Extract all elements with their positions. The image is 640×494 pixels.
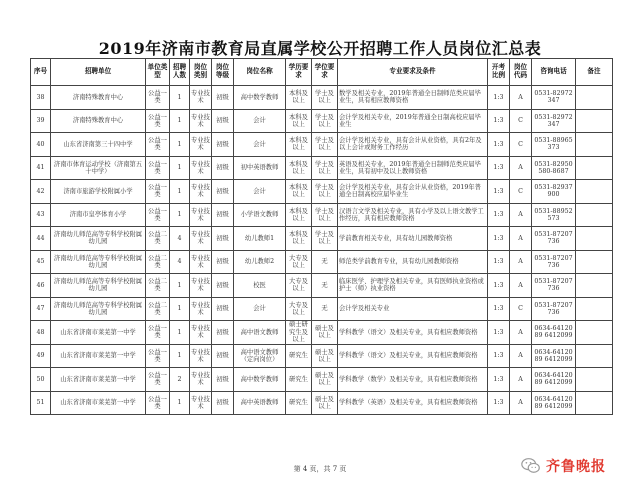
- cell-requirements: 学科教学（语文）及相关专业，具有相应教师资格: [338, 321, 488, 345]
- cell-unit: 济南幼儿师范高等专科学校附属幼儿园: [51, 250, 146, 274]
- cell-degree: 无: [312, 297, 338, 321]
- cell-count: 1: [170, 344, 190, 368]
- cell-phone: 0531-87207736: [532, 250, 576, 274]
- cell-ratio: 1:3: [488, 156, 510, 180]
- cell-post-name: 校医: [234, 274, 286, 298]
- cell-phone: 0634-6412089 6412099: [532, 321, 576, 345]
- cell-notes: [576, 109, 613, 133]
- cell-unit-type: 公益一类: [146, 109, 170, 133]
- cell-notes: [576, 368, 613, 392]
- cell-post-category: 专业技术: [190, 203, 212, 227]
- cell-post-name: 小学语文教师: [234, 203, 286, 227]
- cell-requirements: 学科教学（英语）及相关专业，具有相应教师资格: [338, 391, 488, 415]
- cell-requirements: 会计学及相关专业，具有会计从业资格，具有2年及以上会计或财务工作经历: [338, 133, 488, 157]
- cell-degree: 学士及以上: [312, 180, 338, 204]
- cell-ratio: 1:3: [488, 344, 510, 368]
- cell-post-category: 专业技术: [190, 109, 212, 133]
- cell-notes: [576, 297, 613, 321]
- cell-post-level: 初级: [212, 391, 234, 415]
- cell-count: 1: [170, 156, 190, 180]
- cell-phone: 0531-82972347: [532, 86, 576, 110]
- cell-education: 本科及以上: [286, 109, 312, 133]
- cell-requirements: 会计学及相关专业，2019年普通全日制高校应届毕业生: [338, 109, 488, 133]
- header-requirements: 专业要求及条件: [338, 59, 488, 86]
- cell-phone: 0531-88965373: [532, 133, 576, 157]
- cell-post-code: A: [510, 391, 532, 415]
- cell-degree: 硕士及以上: [312, 391, 338, 415]
- cell-requirements: 学科教学（语文）及相关专业，具有相应教师资格: [338, 344, 488, 368]
- cell-notes: [576, 227, 613, 251]
- cell-education: 本科及以上: [286, 156, 312, 180]
- cell-count: 1: [170, 86, 190, 110]
- cell-post-code: A: [510, 344, 532, 368]
- cell-education: 本科及以上: [286, 86, 312, 110]
- cell-unit-type: 公益一类: [146, 133, 170, 157]
- table-row: [31, 109, 613, 133]
- cell-notes: [576, 180, 613, 204]
- document-title: 2019年济南市教育局直属学校公开招聘工作人员岗位汇总表: [98, 39, 542, 58]
- cell-phone: 0531-87207736: [532, 227, 576, 251]
- cell-post-category: 专业技术: [190, 297, 212, 321]
- cell-seq: 50: [31, 368, 51, 392]
- header-notes: 备注: [576, 59, 613, 86]
- cell-post-level: 初级: [212, 274, 234, 298]
- cell-phone: 0531-87207736: [532, 274, 576, 298]
- cell-post-name: 高中语文教师（定向岗位）: [234, 344, 286, 368]
- table-row: [31, 180, 613, 204]
- cell-seq: 51: [31, 391, 51, 415]
- cell-count: 1: [170, 321, 190, 345]
- cell-education: 本科及以上: [286, 203, 312, 227]
- cell-ratio: 1:3: [488, 180, 510, 204]
- cell-count: 1: [170, 297, 190, 321]
- cell-requirements: 临床医学、护理学及相关专业，具有医师执业资格或护士（师）执业资格: [338, 274, 488, 298]
- cell-education: 本科及以上: [286, 227, 312, 251]
- cell-count: 1: [170, 133, 190, 157]
- cell-education: 研究生: [286, 368, 312, 392]
- cell-unit: 济南特殊教育中心: [51, 109, 146, 133]
- cell-ratio: 1:3: [488, 297, 510, 321]
- cell-ratio: 1:3: [488, 227, 510, 251]
- table-row: [31, 86, 613, 110]
- cell-post-code: A: [510, 203, 532, 227]
- cell-post-code: A: [510, 86, 532, 110]
- cell-education: 大专及以上: [286, 250, 312, 274]
- cell-ratio: 1:3: [488, 109, 510, 133]
- cell-post-level: 初级: [212, 133, 234, 157]
- cell-post-level: 初级: [212, 297, 234, 321]
- table-row: [31, 133, 613, 157]
- cell-unit-type: 公益一类: [146, 203, 170, 227]
- cell-post-level: 初级: [212, 344, 234, 368]
- cell-post-name: 幼儿教师2: [234, 250, 286, 274]
- table-row: [31, 156, 613, 180]
- cell-unit-type: 公益一类: [146, 344, 170, 368]
- cell-ratio: 1:3: [488, 368, 510, 392]
- cell-notes: [576, 321, 613, 345]
- cell-phone: 0634-6412089 6412099: [532, 344, 576, 368]
- header-phone: 咨询电话: [532, 59, 576, 86]
- cell-post-category: 专业技术: [190, 180, 212, 204]
- cell-seq: 41: [31, 156, 51, 180]
- cell-post-name: 会计: [234, 133, 286, 157]
- cell-phone: 0634-6412089 6412099: [532, 368, 576, 392]
- cell-post-level: 初级: [212, 203, 234, 227]
- cell-count: 2: [170, 368, 190, 392]
- cell-education: 研究生: [286, 344, 312, 368]
- cell-requirements: 会计学及相关专业，具有会计从业资格，2019年普通全日制高校应届毕业生: [338, 180, 488, 204]
- cell-post-code: A: [510, 321, 532, 345]
- cell-post-category: 专业技术: [190, 368, 212, 392]
- cell-phone: 0634-6412089 6412099: [532, 391, 576, 415]
- header-count: 招聘人数: [170, 59, 190, 86]
- cell-degree: 无: [312, 250, 338, 274]
- cell-count: 1: [170, 109, 190, 133]
- cell-post-name: 幼儿教师1: [234, 227, 286, 251]
- cell-post-name: 高中英语教师: [234, 391, 286, 415]
- table-row: [31, 391, 613, 415]
- cell-seq: 43: [31, 203, 51, 227]
- cell-seq: 46: [31, 274, 51, 298]
- cell-notes: [576, 203, 613, 227]
- cell-post-code: C: [510, 297, 532, 321]
- watermark-text: 齐鲁晚报: [546, 459, 606, 475]
- positions-table: [30, 58, 613, 415]
- cell-seq: 42: [31, 180, 51, 204]
- cell-degree: 学士及以上: [312, 203, 338, 227]
- cell-phone: 0531-87207736: [532, 297, 576, 321]
- cell-requirements: 师范类学前教育专业，具有幼儿园教师资格: [338, 250, 488, 274]
- cell-education: 大专及以上: [286, 297, 312, 321]
- cell-unit-type: 公益二类: [146, 250, 170, 274]
- cell-post-code: C: [510, 109, 532, 133]
- cell-seq: 40: [31, 133, 51, 157]
- cell-post-category: 专业技术: [190, 250, 212, 274]
- watermark: [520, 455, 606, 477]
- cell-unit-type: 公益一类: [146, 180, 170, 204]
- cell-degree: 学士及以上: [312, 86, 338, 110]
- cell-post-level: 初级: [212, 156, 234, 180]
- cell-unit: 山东省济南第三十四中学: [51, 133, 146, 157]
- cell-post-category: 专业技术: [190, 156, 212, 180]
- cell-post-code: A: [510, 250, 532, 274]
- table-row: [31, 250, 613, 274]
- cell-seq: 48: [31, 321, 51, 345]
- cell-ratio: 1:3: [488, 203, 510, 227]
- cell-post-level: 初级: [212, 250, 234, 274]
- page-footer: 第 4 页，共 7 页: [293, 465, 347, 473]
- cell-degree: 学士及以上: [312, 109, 338, 133]
- cell-unit: 济南幼儿师范高等专科学校附属幼儿园: [51, 274, 146, 298]
- cell-requirements: 英语及相关专业，2019年普通全日制师范类应届毕业生，具有初中及以上教师资格: [338, 156, 488, 180]
- cell-degree: 学士及以上: [312, 156, 338, 180]
- cell-count: 4: [170, 227, 190, 251]
- cell-post-level: 初级: [212, 180, 234, 204]
- cell-requirements: 汉语言文学及相关专业，具有小学及以上语文教学工作经历，具有相应教师资格: [338, 203, 488, 227]
- header-ratio: 开考比例: [488, 59, 510, 86]
- cell-seq: 49: [31, 344, 51, 368]
- cell-notes: [576, 250, 613, 274]
- cell-degree: 无: [312, 274, 338, 298]
- cell-seq: 38: [31, 86, 51, 110]
- table-body: [31, 86, 613, 415]
- cell-unit-type: 公益一类: [146, 86, 170, 110]
- cell-post-code: C: [510, 180, 532, 204]
- cell-ratio: 1:3: [488, 321, 510, 345]
- cell-phone: 0531-82937900: [532, 180, 576, 204]
- header-post-level: 岗位等级: [212, 59, 234, 86]
- cell-post-name: 初中英语教师: [234, 156, 286, 180]
- cell-degree: 学士及以上: [312, 133, 338, 157]
- cell-count: 1: [170, 391, 190, 415]
- cell-post-category: 专业技术: [190, 86, 212, 110]
- cell-notes: [576, 274, 613, 298]
- cell-post-name: 高中数学教师: [234, 86, 286, 110]
- cell-requirements: 学科教学（数学）及相关专业，具有相应教师资格: [338, 368, 488, 392]
- cell-post-category: 专业技术: [190, 274, 212, 298]
- header-seq: 序号: [31, 59, 51, 86]
- cell-degree: 学士及以上: [312, 227, 338, 251]
- cell-count: 1: [170, 203, 190, 227]
- cell-post-name: 会计: [234, 180, 286, 204]
- cell-post-level: 初级: [212, 109, 234, 133]
- cell-post-name: 会计: [234, 297, 286, 321]
- cell-post-level: 初级: [212, 227, 234, 251]
- header-post-category: 岗位类别: [190, 59, 212, 86]
- cell-post-code: A: [510, 368, 532, 392]
- cell-post-name: 高中语文教师: [234, 321, 286, 345]
- cell-ratio: 1:3: [488, 250, 510, 274]
- cell-unit: 山东省济南市莱芜第一中学: [51, 321, 146, 345]
- cell-unit: 山东省济南市莱芜第一中学: [51, 391, 146, 415]
- table-header-row: [31, 59, 613, 86]
- cell-education: 大专及以上: [286, 274, 312, 298]
- cell-post-category: 专业技术: [190, 133, 212, 157]
- header-education: 学历要求: [286, 59, 312, 86]
- table-row: [31, 321, 613, 345]
- cell-education: 本科及以上: [286, 180, 312, 204]
- cell-seq: 39: [31, 109, 51, 133]
- cell-ratio: 1:3: [488, 133, 510, 157]
- cell-degree: 硕士及以上: [312, 344, 338, 368]
- cell-post-level: 初级: [212, 368, 234, 392]
- cell-count: 4: [170, 250, 190, 274]
- cell-degree: 硕士及以上: [312, 368, 338, 392]
- cell-unit: 济南市旅游学校附属小学: [51, 180, 146, 204]
- cell-count: 1: [170, 274, 190, 298]
- cell-degree: 硕士及以上: [312, 321, 338, 345]
- cell-post-code: C: [510, 133, 532, 157]
- cell-seq: 44: [31, 227, 51, 251]
- wechat-icon: [520, 455, 542, 477]
- cell-post-code: A: [510, 274, 532, 298]
- header-post-name: 岗位名称: [234, 59, 286, 86]
- cell-unit-type: 公益二类: [146, 274, 170, 298]
- cell-education: 研究生: [286, 391, 312, 415]
- cell-unit: 济南市皇亭体育小学: [51, 203, 146, 227]
- table-row: [31, 227, 613, 251]
- cell-unit-type: 公益一类: [146, 368, 170, 392]
- cell-notes: [576, 133, 613, 157]
- cell-requirements: 数学及相关专业，2019年普通全日制师范类应届毕业生，具有相应教师资格: [338, 86, 488, 110]
- cell-unit-type: 公益一类: [146, 156, 170, 180]
- cell-unit-type: 公益一类: [146, 321, 170, 345]
- cell-unit: 济南特殊教育中心: [51, 86, 146, 110]
- cell-phone: 0531-88952573: [532, 203, 576, 227]
- cell-post-category: 专业技术: [190, 344, 212, 368]
- cell-post-name: 会计: [234, 109, 286, 133]
- cell-notes: [576, 391, 613, 415]
- cell-phone: 0531-82972347: [532, 109, 576, 133]
- cell-notes: [576, 344, 613, 368]
- cell-unit-type: 公益二类: [146, 227, 170, 251]
- cell-notes: [576, 156, 613, 180]
- cell-post-name: 高中数学教师: [234, 368, 286, 392]
- cell-post-code: A: [510, 227, 532, 251]
- cell-ratio: 1:3: [488, 391, 510, 415]
- header-post-code: 岗位代码: [510, 59, 532, 86]
- cell-count: 1: [170, 180, 190, 204]
- cell-post-level: 初级: [212, 321, 234, 345]
- cell-phone: 0531-82950580-8687: [532, 156, 576, 180]
- cell-ratio: 1:3: [488, 274, 510, 298]
- table-row: [31, 274, 613, 298]
- cell-unit: 山东省济南市莱芜第一中学: [51, 344, 146, 368]
- cell-post-category: 专业技术: [190, 391, 212, 415]
- cell-unit: 济南幼儿师范高等专科学校附属幼儿园: [51, 227, 146, 251]
- table-row: [31, 297, 613, 321]
- cell-requirements: 会计学及相关专业: [338, 297, 488, 321]
- cell-unit: 济南幼儿师范高等专科学校附属幼儿园: [51, 297, 146, 321]
- cell-unit-type: 公益二类: [146, 297, 170, 321]
- cell-education: 硕士研究生及以上: [286, 321, 312, 345]
- cell-seq: 45: [31, 250, 51, 274]
- table-row: [31, 368, 613, 392]
- cell-ratio: 1:3: [488, 86, 510, 110]
- cell-requirements: 学前教育相关专业，具有幼儿园教师资格: [338, 227, 488, 251]
- table-row: [31, 203, 613, 227]
- cell-post-level: 初级: [212, 86, 234, 110]
- cell-seq: 47: [31, 297, 51, 321]
- cell-education: 本科及以上: [286, 133, 312, 157]
- cell-unit: 济南市体育运动学校（济南第五十中学）: [51, 156, 146, 180]
- header-unit-type: 单位类型: [146, 59, 170, 86]
- cell-post-category: 专业技术: [190, 321, 212, 345]
- cell-post-code: A: [510, 156, 532, 180]
- cell-post-category: 专业技术: [190, 227, 212, 251]
- cell-unit: 山东省济南市莱芜第一中学: [51, 368, 146, 392]
- table-row: [31, 344, 613, 368]
- cell-unit-type: 公益一类: [146, 391, 170, 415]
- header-unit: 招聘单位: [51, 59, 146, 86]
- cell-notes: [576, 86, 613, 110]
- header-degree: 学位要求: [312, 59, 338, 86]
